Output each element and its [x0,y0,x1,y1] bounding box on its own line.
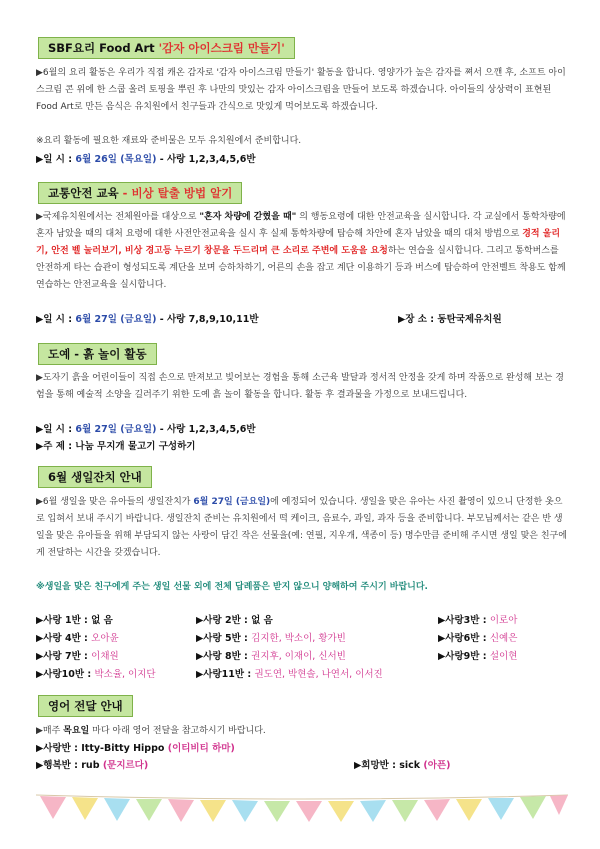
class-row [438,612,517,626]
english-hope-class [354,757,450,771]
theme-value: 나눔 무지개 물고기 구성하기 [75,441,196,452]
class-row [36,612,113,626]
class-row [196,630,346,644]
date-label: ▶일 시 : [36,154,76,165]
class-row [438,630,517,644]
traffic-date [36,311,259,325]
text: 마다 아래 영어 전달을 참고하시기 바랍니다. [89,726,266,736]
meaning: (문지르다) [102,760,149,771]
class-row [36,666,156,680]
title-part: SBF요리 Food Art [48,41,159,55]
cooking-paragraph: ▶6월의 요리 활동은 우리가 직접 캐온 감자로 '감자 아이스크림 만들기' 활동을 합니다. 영양가가 높은 감자를 쪄서 으깬 후, 소프트 아이스크림 콘 위에 한 스쿱 올려 토핑을 뿌린 후 나만의 맛있는 감자 아이스크림을 만들어 보도록 하겠습니다. 아이들의 상상력이 표현된 Food Art로 만든 음식은 유치원에서 친구들과 간식으로 맛있게 먹어보도록 하겠습니다. [36,68,566,112]
place-value: 동탄국제유치원 [437,314,502,325]
date-label: ▶일 시 : [36,424,76,435]
class-label: ▶사랑반 : Itty-Bitty Hippo [36,743,168,754]
class-label: ▶사랑10반 : [36,669,95,680]
emphasis: "혼자 차량에 갇혔을 때" [199,212,297,222]
class-label: ▶사랑 7반 : [36,651,92,662]
meaning: (이티비티 하마) [167,743,235,754]
date-value: 6월 27일 (금요일) [75,424,157,435]
section-title-cooking [38,37,295,59]
english-happy-class [36,757,148,771]
class-names: 이로아 [489,615,518,626]
english-love-class [36,740,235,754]
class-label: ▶사랑 5반 : [196,633,252,644]
section-title-traffic [38,182,242,204]
class-names: 없 음 [91,615,113,626]
class-row [196,648,346,662]
cooking-date [36,151,256,165]
pottery-theme [36,438,195,452]
title-highlight: - 비상 탈출 방법 알기 [122,186,233,200]
class-label: ▶사랑3반 : [438,615,490,626]
class-label: ▶사랑11반 : [196,669,255,680]
english-intro [36,723,266,736]
text: ▶6월 생일을 맞은 유아들의 생일잔치가 [36,497,194,507]
class-names: 권도연, 박현솔, 나연서, 이서진 [254,669,383,680]
section-title-pottery: 도예 - 흙 놀이 활동 [38,343,157,365]
title-part: 교통안전 교육 [48,186,123,200]
class-names: 오아윤 [91,633,119,644]
class-names: 이채원 [91,651,119,662]
class-row [36,648,119,662]
class-label: ▶희망반 : sick [354,760,424,771]
date-value: 6월 27일 (금요일) [75,314,157,325]
title-highlight: '감자 아이스크림 만들기' [158,41,285,55]
class-names: 김지한, 박소이, 황가빈 [251,633,346,644]
class-label: ▶행복반 : rub [36,760,103,771]
text: ▶국제유치원에서는 전체원아를 대상으로 [36,212,200,222]
pottery-paragraph: ▶도자기 흙을 어린이들이 직접 손으로 만져보고 빚어보는 경험을 통해 소근육 발달과 정서적 안정을 갖게 하며 작품으로 완성해 보는 경험을 통해 예술적 소양을 길러주기 위한 도예 흙 놀이 활동을 합니다. 활동 후 결과물을 가정으로 보내드립니다. [36,373,564,400]
class-label: ▶사랑9반 : [438,651,490,662]
traffic-place [398,311,502,325]
birthday-paragraph [36,494,568,562]
birthday-note: ※생일을 맞은 친구에게 주는 생일 선물 외에 전체 답례품은 받지 않으니 양해하여 주시기 바랍니다. [36,582,428,592]
class-label: ▶사랑6반 : [438,633,490,644]
place-label: ▶장 소 : [398,314,438,325]
theme-label: ▶주 제 : [36,441,76,452]
cooking-note: ※요리 활동에 필요한 재료와 준비물은 모두 유치원에서 준비합니다. [36,136,302,146]
date-label: ▶일 시 : [36,314,76,325]
class-names: 신예은 [489,633,518,644]
date-rest: - 사랑 1,2,3,4,5,6반 [156,154,256,165]
text: 에 예정되어 있습니다. 생일을 맞은 유아는 사진 촬영이 있으니 단정한 옷으로 입혀서 보내 주시기 바랍니다. 생일잔치 준비는 유치원에서 떡 케이크, 음료수, 과일, 과자 등을 준비합니다. 부모님께서는 같은 반 생일을 맞은 유아들을 위해 부담되지 않는 사랑이 담긴 작은 선물을(예: 연필, 지우개, 색종이 등) 명수만큼 준비해 주시면 생일 맞은 친구에게 전달하는 시간을 갖겠습니다. [36,497,567,558]
emphasis-red: 경적 울리기, 안전 벨 눌러보기, 비상 경고등 누르기 창문을 두드리며 큰 소리로 주변에 도움을 요청 [36,229,561,256]
class-names: 박소율, 이지단 [94,669,156,680]
class-row [36,630,119,644]
class-names: 권지후, 이재이, 신서빈 [251,651,346,662]
text: 하는 연습을 실시합니다. 그리고 통학버스를 안전하게 타는 습관이 형성되도록 계단을 보며 승하차하기, 어른의 손을 잡고 계단 이용하기 등과 버스에 탑승하여 안전벨트 착용도 함께 연습하는 안전교육을 실시합니다. [36,246,566,290]
class-row [196,666,383,680]
date-rest: - 사랑 7,8,9,10,11반 [156,314,259,325]
class-row [438,648,517,662]
date-value: 6월 26일 (목요일) [75,154,157,165]
class-names: 설이현 [489,651,518,662]
date-rest: - 사랑 1,2,3,4,5,6반 [156,424,256,435]
section-title-english: 영어 전달 안내 [38,695,133,717]
text: ▶매주 [36,726,64,736]
class-names: 없 음 [251,615,273,626]
class-label: ▶사랑 8반 : [196,651,252,662]
pottery-date [36,421,256,435]
section-title-birthday: 6월 생일잔치 안내 [38,466,152,488]
birthday-date: 6월 27일 (금요일) [193,497,271,507]
meaning: (아픈) [423,760,451,771]
traffic-paragraph [36,209,568,294]
class-row [196,612,273,626]
weekday: 목요일 [63,726,90,736]
class-label: ▶사랑 1반 : [36,615,92,626]
class-label: ▶사랑 2반 : [196,615,252,626]
pennant-garland-icon [36,793,568,823]
class-label: ▶사랑 4반 : [36,633,92,644]
text: 의 행동요령에 대한 안전교육을 실시합니다. 각 교실에서 통학차량에 혼자 남았을 때의 대처 요령에 대한 사전안전교육을 실시 후 실제 통학차량에 탑승해 차안에 혼자 남았을 때의 대처 방법으로 [36,212,566,239]
